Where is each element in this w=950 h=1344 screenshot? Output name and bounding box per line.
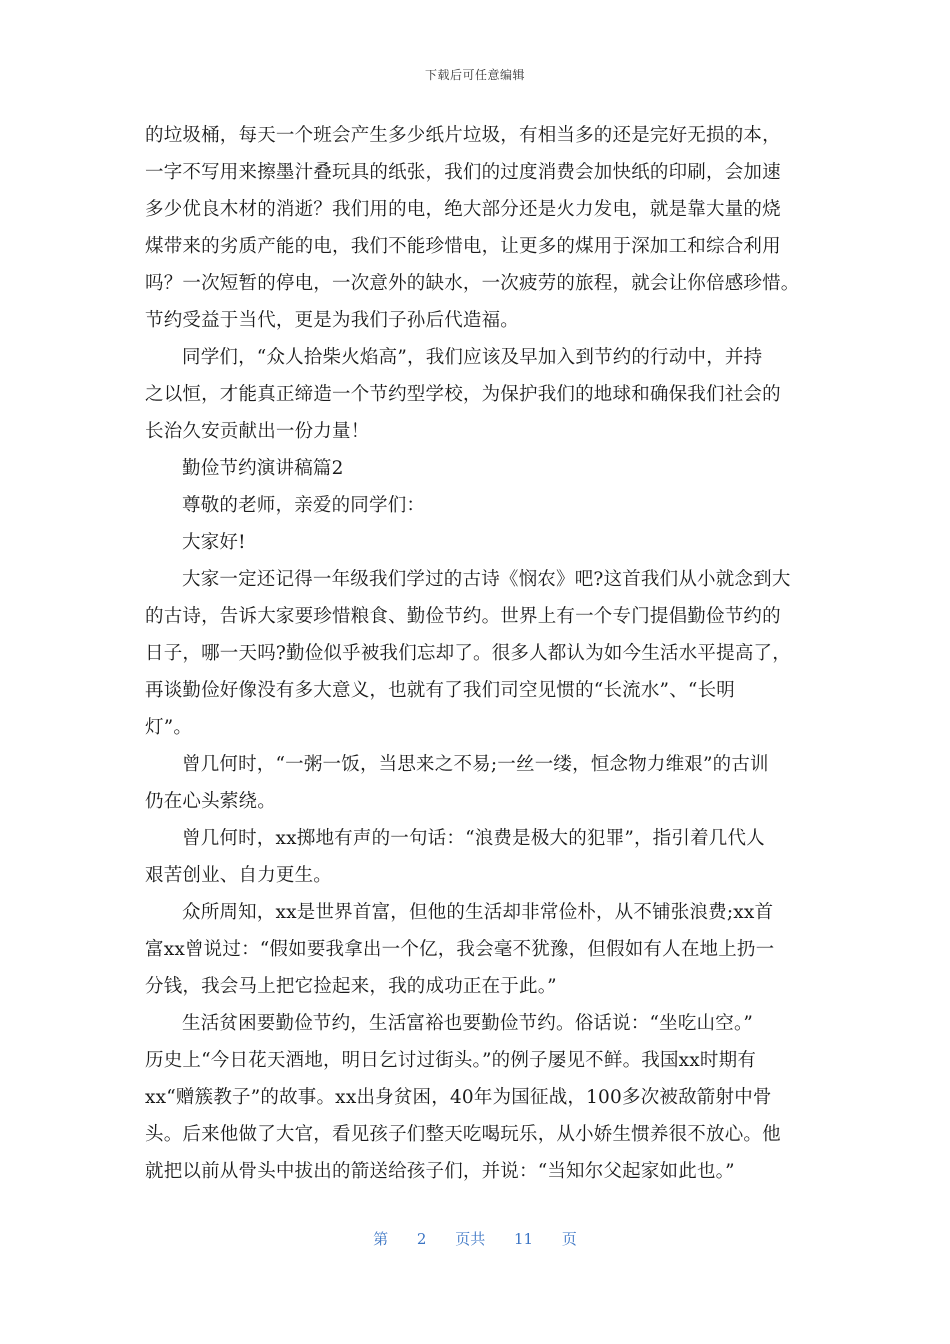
- text-line: 历史上“今日花天酒地，明日乞讨过街头。”的例子屡见不鲜。我国xx时期有: [145, 1050, 757, 1071]
- text-line: 曾几何时，xx掷地有声的一句话：“浪费是极大的犯罪”，指引着几代人: [182, 828, 765, 849]
- footer-middle: 页共: [455, 1230, 486, 1248]
- text-line: 曾几何时，“一粥一饭，当思来之不易;一丝一缕，恒念物力维艰”的古训: [182, 754, 769, 775]
- page-footer: [0, 1228, 950, 1249]
- text-line: 艰苦创业、自力更生。: [145, 865, 333, 886]
- text-line: 煤带来的劣质产能的电，我们不能珍惜电，让更多的煤用于深加工和综合利用: [145, 236, 781, 257]
- text-line: 分钱，我会马上把它捡起来，我的成功正在于此。”: [145, 976, 557, 997]
- text-line: 日子，哪一天吗?勤俭似乎被我们忘却了。很多人都认为如今生活水平提高了，: [145, 643, 791, 664]
- text-line: 灯”。: [145, 717, 193, 738]
- greeting: 大家好!: [182, 532, 246, 553]
- text-line: 众所周知，xx是世界首富，但他的生活却非常俭朴，从不铺张浪费;xx首: [182, 902, 774, 923]
- text-line: 仍在心头萦绕。: [145, 791, 276, 812]
- document-body: [145, 117, 810, 1190]
- salutation: 尊敬的老师，亲爱的同学们：: [182, 495, 426, 516]
- current-page-number: 2: [416, 1230, 427, 1248]
- text-line: 富xx曾说过：“假如要我拿出一个亿，我会毫不犹豫，但假如有人在地上扔一: [145, 939, 775, 960]
- text-line: 就把以前从骨头中拔出的箭送给孩子们，并说：“当知尔父起家如此也。”: [145, 1161, 735, 1182]
- text-line: 同学们，“众人拾柴火焰高”，我们应该及早加入到节约的行动中，并持: [182, 347, 763, 368]
- text-line: 长治久安贡献出一份力量！: [145, 421, 370, 442]
- text-line: 再谈勤俭好像没有多大意义，也就有了我们司空见惯的“长流水”、“长明: [145, 680, 735, 701]
- text-line: 节约受益于当代，更是为我们子孙后代造福。: [145, 310, 520, 331]
- text-line: 生活贫困要勤俭节约，生活富裕也要勤俭节约。俗话说：“坐吃山空。”: [182, 1013, 754, 1034]
- text-line: 之以恒，才能真正缔造一个节约型学校，为保护我们的地球和确保我们社会的: [145, 384, 781, 405]
- footer-suffix: 页: [561, 1230, 577, 1248]
- section-title: 勤俭节约演讲稿篇2: [182, 458, 344, 479]
- footer-prefix: 第: [373, 1230, 389, 1248]
- text-line: 的古诗，告诉大家要珍惜粮食、勤俭节约。世界上有一个专门提倡勤俭节约的: [145, 606, 781, 627]
- text-line: xx“赠簇教子”的故事。xx出身贫困，40年为国征战，100多次被敌箭射中骨: [145, 1087, 772, 1108]
- total-page-count: 11: [514, 1230, 534, 1248]
- text-line: 吗？一次短暂的停电，一次意外的缺水，一次疲劳的旅程，就会让你倍感珍惜。: [145, 273, 800, 294]
- text-line: 一字不写用来擦墨汁叠玩具的纸张，我们的过度消费会加快纸的印刷，会加速: [145, 162, 781, 183]
- page-header: 下载后可任意编辑: [424, 68, 525, 82]
- text-line: 头。后来他做了大官，看见孩子们整天吃喝玩乐，从小娇生惯养很不放心。他: [145, 1124, 781, 1145]
- text-line: 大家一定还记得一年级我们学过的古诗《悯农》吧?这首我们从小就念到大: [182, 569, 791, 590]
- text-line: 的垃圾桶，每天一个班会产生多少纸片垃圾，有相当多的还是完好无损的本，: [145, 125, 781, 146]
- text-line: 多少优良木材的消逝？我们用的电，绝大部分还是火力发电，就是靠大量的烧: [145, 199, 781, 220]
